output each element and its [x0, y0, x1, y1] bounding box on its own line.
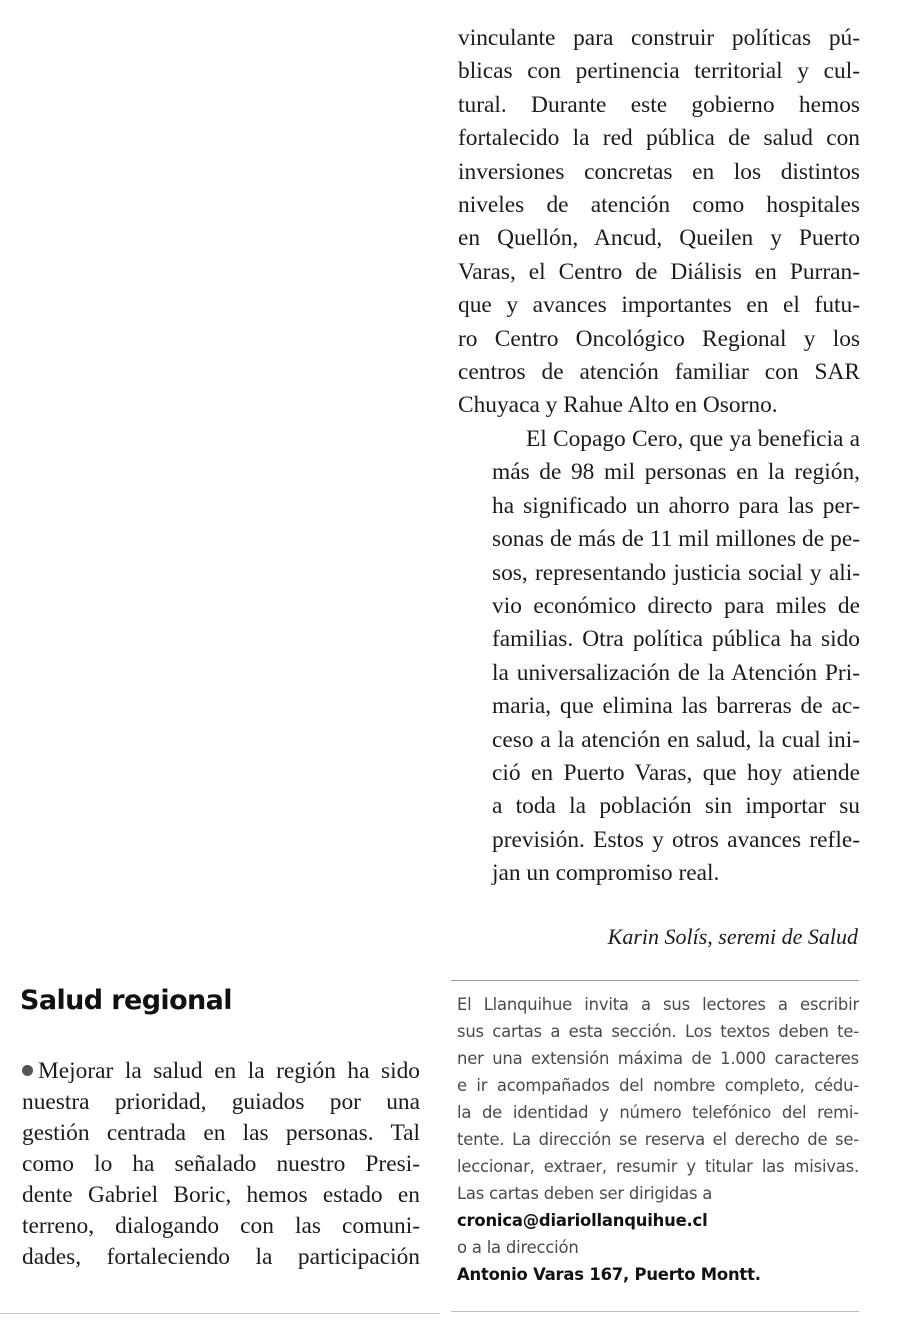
- text-line: vinculante para construir políticas pú-: [458, 25, 860, 51]
- text-line: gestión centrada en las personas. Tal: [22, 1120, 420, 1146]
- notice-line: sus cartas a esta sección. Los textos deben te-: [457, 1022, 859, 1041]
- text-line: ro Centro Oncológico Regional y los: [458, 325, 860, 352]
- text-line: centros de atención familiar con SAR: [458, 359, 860, 386]
- text-line: tural. Durante este gobierno hemos: [458, 91, 860, 118]
- text-line-first: [22, 1056, 420, 1087]
- text-line: más de 98 mil personas en la región,: [492, 459, 860, 486]
- text-line: la universalización de la Atención Pri-: [492, 659, 860, 686]
- letter-title: Salud regional: [20, 985, 232, 1016]
- text-line: inversiones concretas en los distintos: [458, 158, 860, 185]
- notice-line: la de identidad y número telefónico del remi-: [457, 1103, 859, 1122]
- letter-paragraph-1: [458, 22, 860, 423]
- text-line: en Quellón, Ancud, Queilen y Puerto: [458, 225, 860, 252]
- text-line: a toda la población sin importar su: [492, 793, 860, 820]
- left-divider: [0, 1313, 440, 1314]
- notice-line: tente. La dirección se reserva el derecho de se-: [457, 1130, 859, 1149]
- text-line: fortalecido la red pública de salud con: [458, 125, 860, 152]
- text-line: ció en Puerto Varas, que hoy atiende: [492, 759, 860, 786]
- contact-email-link[interactable]: cronica@diariollanquihue.cl: [457, 1211, 708, 1230]
- text-line: Chuyaca y Rahue Alto en Osorno.: [458, 392, 778, 419]
- letter-paragraph-2: [458, 423, 860, 891]
- notice-line: leccionar, extraer, resumir y titular las misivas.: [457, 1157, 859, 1176]
- text-line: terreno, dialogando con las comuni-: [22, 1213, 420, 1239]
- text-line: dente Gabriel Boric, hemos estado en: [22, 1182, 420, 1208]
- text-line: ha significado un ahorro para las per-: [492, 492, 860, 519]
- notice-line: Las cartas deben ser dirigidas a: [457, 1184, 713, 1203]
- text-line: El Copago Cero, que ya beneficia a: [526, 425, 860, 452]
- postal-address: Antonio Varas 167, Puerto Montt.: [457, 1265, 761, 1284]
- text-line: ceso a la atención en salud, la cual ini-: [492, 726, 860, 753]
- letter-continuation: [458, 22, 860, 891]
- text-line: vio económico directo para miles de: [492, 592, 860, 619]
- notice-line: El Llanquihue invita a sus lectores a escribir: [457, 995, 859, 1014]
- text-line: nuestra prioridad, guiados por una: [22, 1089, 420, 1115]
- text-line: familias. Otra política pública ha sido: [492, 626, 860, 653]
- direction-label: o a la dirección: [457, 1238, 579, 1257]
- notice-line: e ir acompañados del nombre completo, cédu-: [457, 1076, 859, 1095]
- notice-divider: [451, 1311, 859, 1312]
- text-line: Varas, el Centro de Diálisis en Purran-: [458, 258, 860, 285]
- text-line: Mejorar la salud en la región ha sido: [38, 1058, 420, 1084]
- bullet-icon: [22, 1065, 33, 1076]
- letter-signature: Karin Solís, seremi de Salud: [607, 924, 858, 949]
- text-line: como lo ha señalado nuestro Presi-: [22, 1151, 420, 1177]
- notice-line: ner una extensión máxima de 1.000 caracteres: [457, 1049, 859, 1068]
- text-line: que y avances importantes en el futu-: [458, 292, 860, 319]
- text-line: sonas de más de 11 mil millones de pe-: [492, 526, 860, 553]
- text-line: niveles de atención como hospitales: [458, 192, 860, 219]
- text-line: previsión. Estos y otros avances refle-: [492, 826, 860, 853]
- text-line: maria, que elimina las barreras de ac-: [492, 693, 860, 720]
- reader-letters-notice: [451, 980, 859, 1288]
- text-line: blicas con pertinencia territorial y cul-: [458, 58, 860, 85]
- text-line: sos, representando justicia social y ali-: [492, 559, 860, 586]
- letter-body: [22, 1056, 420, 1273]
- text-line: jan un compromiso real.: [492, 860, 720, 887]
- text-line: dades, fortaleciendo la participación: [22, 1244, 420, 1270]
